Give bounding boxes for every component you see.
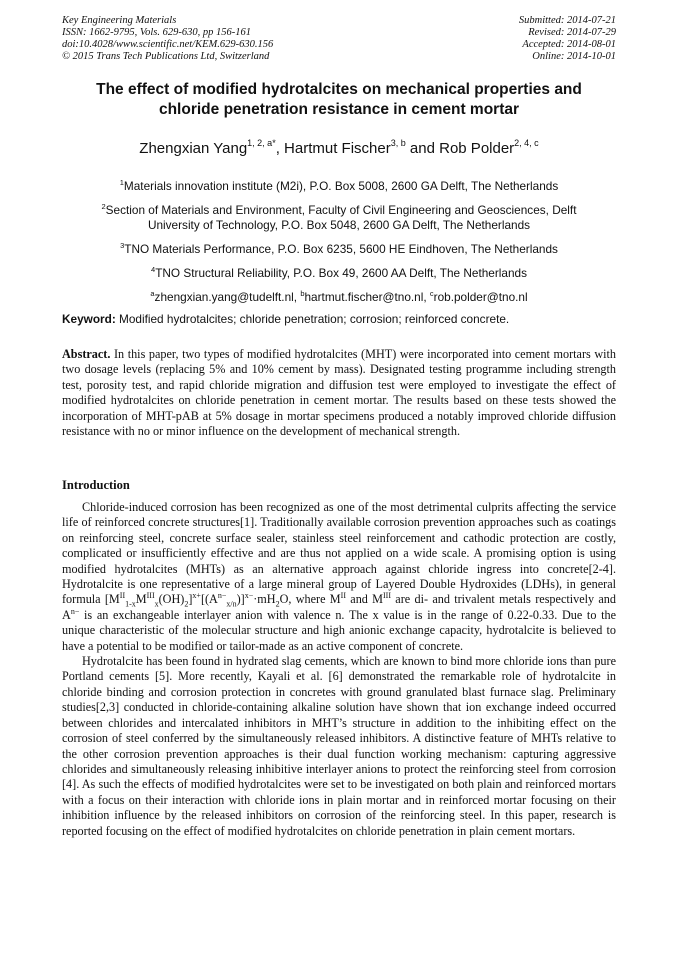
paragraph-text: Chloride-induced corrosion has been recognized as one of the most detrimental culprits affecting the service life of reinforced concrete structures[1]. Traditionally available corrosion prevention approaches such as coatings on reinforcing steel, concrete surface sealer, stainless steel reinforcement and cathodic protection are costly, complicated or insufficiently effective and are thus not applied on a wide scale. A promising option is using modified hydrotalcites (MHTs) as an alternative approach against chloride ingress into concrete[2-4]. Hydrotalcite is one representative of a large mineral group of Layered Double Hydroxides (LDHs), in general formula [M <box>62 500 616 607</box>
formula-part: 2 <box>184 599 189 609</box>
journal-name: Key Engineering Materials <box>62 15 177 26</box>
email-sup: a <box>150 289 155 298</box>
formula-part: x+ <box>192 591 201 601</box>
affil-text: TNO Materials Performance, P.O. Box 6235, 5600 HE Eindhoven, The Netherlands <box>124 242 558 256</box>
formula-part: III <box>383 591 392 601</box>
journal-header <box>62 15 273 63</box>
affil-sup: 3 <box>120 241 125 250</box>
date-online: Online: 2014-10-01 <box>532 51 616 62</box>
formula-part: x <box>154 599 159 609</box>
author-affil-sup: 1, 2, a* <box>247 138 276 148</box>
paragraph: Hydrotalcite has been found in hydrated slag cements, which are known to bind more chloride ions than pure Portland cements [5]. More recently, Kayali et al. [6] demonstrated the remarkable role of hydrotalcite in chloride binding and corrosion protection in concretes with ground granulated blast furnace slag. Preliminary studies[2,3] conducted in chloride-containing alkaline solution have shown that ion exchange indeed occurred between chlorides and intercalated inhibitors in MHT’s structure in addition to the inhibiting effect on the corrosion of steel conferred by the simultaneously released inhibitors. A distinctive feature of MHTs relative to the other corrosion prevention approaches is their dual function working mechanism: capturing aggressive chlorides and simultaneously releasing inhibitive interlayer anions to protect the reinforcing steel from corrosion [4]. As such the effects of modified hydrotalcites were set to be investigated on both plain and reinforced mortars with a focus on their interaction with chloride ions in plain mortar and in reinforced mortar focusing on their inhibition influence by the released inhibitors on corrosion of the reinforcing steel. In this paper, research is reported focusing on the effect of modified hydrotalcites on chloride penetration in plain cement mortars. <box>62 654 616 838</box>
date-submitted: Submitted: 2014-07-21 <box>518 15 616 26</box>
formula-part: 2 <box>275 599 280 609</box>
abstract-label: Abstract. <box>62 347 111 361</box>
formula-part: ·mH <box>253 592 276 607</box>
keywords <box>62 312 616 327</box>
title-line: The effect of modified hydrotalcites on mechanical properties and <box>96 81 582 98</box>
affil-text: University of Technology, P.O. Box 5048, 2600 GA Delft, The Netherlands <box>147 218 531 232</box>
abstract <box>62 347 616 439</box>
paragraph: Chloride-induced corrosion has been recognized as one of the most detrimental culprits affecting the service life of reinforced concrete structures[1]. Traditionally available corrosion prevention approaches such as coatings on reinforcing steel, concrete surface sealer, stainless steel reinforcement and cathodic protection are costly, complicated or insufficiently effective and are thus not applied on a wide scale. A promising option is using modified hydrotalcites (MHTs) as an alternative approach against chloride ingress into concrete[2-4]. Hydrotalcite is one representative of a large mineral group of Layered Double Hydroxides (LDHs), in general formula $[M^{II}_{1-x}M^{III}_x(OH)_2]^{x+}[(A^{n-}_{x/n})]^{x-}\cdot mH_2O$, where $M^{II}$ and $M^{III}$ are di- and trivalent metals respectively and $A^{n-}$ is an exchangeable interlayer anion with valence n. The x value is in the range of 0.22-0.33. Due to the unique characteristic of the molecular structure and high anionic exchange capacity, hydrotalcite is believed to have a potential to be modified or tailor-made as an active component of concrete. <box>62 500 616 653</box>
affiliation <box>62 262 616 281</box>
author-separator: and <box>405 140 440 157</box>
section-heading-introduction: Introduction <box>62 478 130 492</box>
keyword-text: Modified hydrotalcites; chloride penetration; corrosion; reinforced concrete. <box>115 312 510 326</box>
affil-text: Materials innovation institute (M2i), P.O. Box 5008, 2600 GA Delft, The Netherlands <box>123 179 559 193</box>
email-link[interactable]: zhengxian.yang@tudelft.nl, <box>154 290 301 304</box>
formula-part: II <box>340 591 346 601</box>
formula-part: O, where M <box>279 592 341 607</box>
affil-sup: 4 <box>151 265 156 274</box>
affiliation <box>62 199 616 233</box>
affil-text: Section of Materials and Environment, Faculty of Civil Engineering and Geosciences, Delft <box>105 203 577 217</box>
introduction-body <box>62 500 616 839</box>
email-link[interactable]: hartmut.fischer@tno.nl, <box>304 290 430 304</box>
keyword-label: Keyword: <box>62 312 116 326</box>
affil-sup: 1 <box>119 178 124 187</box>
date-revised: Revised: 2014-07-29 <box>528 27 616 38</box>
formula-part: n− <box>217 591 227 601</box>
journal-copyright: © 2015 Trans Tech Publications Ltd, Switzerland <box>62 51 270 62</box>
author-affil-sup: 2, 4, c <box>514 138 539 148</box>
formula-part: x/n <box>226 599 237 609</box>
author-affil-sup: 3, b <box>390 138 406 148</box>
formula-part: II <box>119 591 126 601</box>
paper-title <box>62 80 616 120</box>
author-name: Rob Polder <box>439 140 515 157</box>
email-link[interactable]: rob.polder@tno.nl <box>433 290 528 304</box>
submission-dates <box>519 15 616 63</box>
abstract-text: In this paper, two types of modified hydrotalcites (MHT) were incorporated into cement mortars with two dosage levels (replacing 5% and 10% cement by mass). Designated testing programme including strength test, porosity test, and rapid chloride migration and diffusion test were employed to investigate the effect of modified hydrotalcites on chloride penetration in cement mortar. The results based on these tests showed the incorporation of MHT-pAB at 5% dosage in mortar specimens produced a notably improved chloride diffusion resistance with no or minor influence on the development of mechanical strength. <box>62 347 616 439</box>
formula-part: are di- and trivalent metals respectively and A <box>62 592 616 622</box>
formula-part: )] <box>236 592 245 607</box>
formula-part: n− <box>70 606 80 616</box>
email-sup: c <box>429 289 434 298</box>
author-emails <box>62 286 616 305</box>
formula-part: 1-x <box>125 599 136 609</box>
formula-part: (OH) <box>158 592 185 607</box>
paragraph-text: is an exchangeable interlayer anion with valence n. The x value is in the range of 0.22-0.33. Due to the unique characteristic of the molecular structure and high anionic exchange capacity, hydrotalcite is believed to have a potential to be modified or tailor-made as an active component of concrete. <box>62 607 616 653</box>
affil-text: TNO Structural Reliability, P.O. Box 49, 2600 AA Delft, The Netherlands <box>155 266 527 280</box>
affil-sup: 2 <box>101 202 106 211</box>
formula-part: III <box>146 591 155 601</box>
formula-part: x− <box>244 591 254 601</box>
formula-part: M <box>135 592 147 607</box>
date-accepted: Accepted: 2014-08-01 <box>522 39 616 50</box>
author-name: Zhengxian Yang <box>139 140 248 157</box>
email-sup: b <box>300 289 305 298</box>
journal-doi: doi:10.4028/www.scientific.net/KEM.629-630.156 <box>62 39 274 50</box>
title-line: chloride penetration resistance in cement mortar <box>158 101 520 118</box>
author-separator: , <box>275 140 285 157</box>
affiliation <box>62 175 616 194</box>
journal-issn: ISSN: 1662-9795, Vols. 629-630, pp 156-161 <box>62 27 251 38</box>
author-list <box>62 133 616 159</box>
affiliations <box>62 175 616 310</box>
formula-part: and M <box>345 592 384 607</box>
formula-part: [(A <box>200 592 218 607</box>
author-name: Hartmut Fischer <box>284 140 391 157</box>
affiliation <box>62 238 616 257</box>
